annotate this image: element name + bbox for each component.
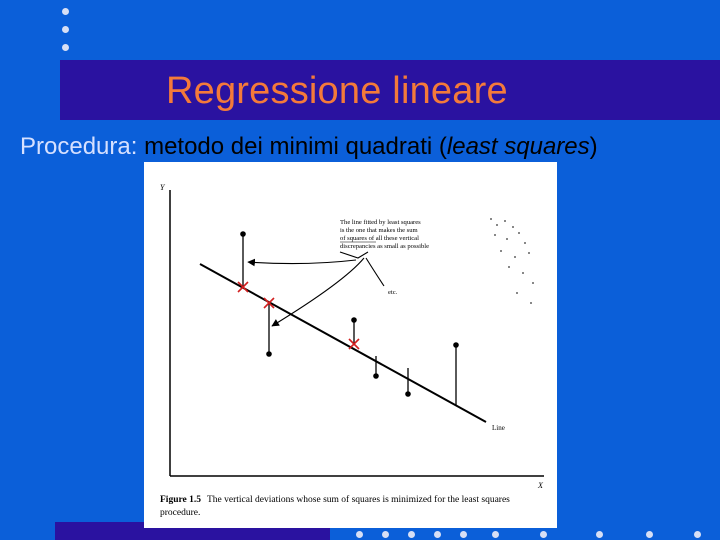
data-point bbox=[453, 342, 459, 348]
caption-label: Figure 1.5 bbox=[160, 495, 201, 505]
decoration-dot bbox=[596, 531, 603, 538]
slide-subtitle bbox=[20, 133, 598, 161]
figure-caption bbox=[160, 494, 550, 520]
subtitle-emphasis: least squares bbox=[446, 133, 590, 160]
annotation-line: is the one that makes the sum bbox=[340, 227, 418, 234]
annotation-line: discrepancies as small as possible bbox=[340, 243, 429, 250]
figure-diagram bbox=[144, 162, 557, 528]
data-point bbox=[351, 317, 357, 323]
decoration-dot bbox=[356, 531, 363, 538]
line-label: Line bbox=[492, 424, 505, 432]
decoration-dot bbox=[382, 531, 389, 538]
decoration-dot bbox=[62, 44, 69, 51]
y-axis-label: Y bbox=[160, 183, 165, 192]
annotation-arrow-etc bbox=[366, 258, 384, 286]
least-squares-figure bbox=[144, 162, 557, 528]
caption-text: The vertical deviations whose sum of squares is minimized for the least squares procedure. bbox=[160, 495, 510, 518]
annotation-arrow bbox=[272, 258, 364, 326]
data-point bbox=[405, 391, 411, 397]
subtitle-text: metodo dei minimi quadrati ( bbox=[144, 133, 447, 160]
scan-noise bbox=[490, 218, 534, 304]
subtitle-label: Procedura: bbox=[20, 133, 138, 160]
data-point bbox=[240, 231, 246, 237]
decoration-dot bbox=[540, 531, 547, 538]
subtitle-closing: ) bbox=[589, 133, 598, 160]
data-point bbox=[266, 351, 272, 357]
slide-title: Regressione lineare bbox=[166, 70, 508, 112]
decoration-dot bbox=[62, 26, 69, 33]
decoration-dot bbox=[434, 531, 441, 538]
annotation-bracket bbox=[340, 252, 368, 258]
data-point bbox=[373, 373, 379, 379]
decoration-dot bbox=[460, 531, 467, 538]
decoration-dot bbox=[62, 8, 69, 15]
decoration-dot bbox=[694, 531, 701, 538]
etc-label: etc. bbox=[388, 289, 398, 296]
decoration-dot bbox=[408, 531, 415, 538]
decoration-dot bbox=[646, 531, 653, 538]
decoration-dot bbox=[492, 531, 499, 538]
annotation-arrow bbox=[248, 260, 356, 264]
x-axis-label: X bbox=[538, 481, 543, 490]
annotation-line: The line fitted by least squares bbox=[340, 219, 421, 226]
annotation-line: of squares of all these vertical bbox=[340, 235, 419, 242]
